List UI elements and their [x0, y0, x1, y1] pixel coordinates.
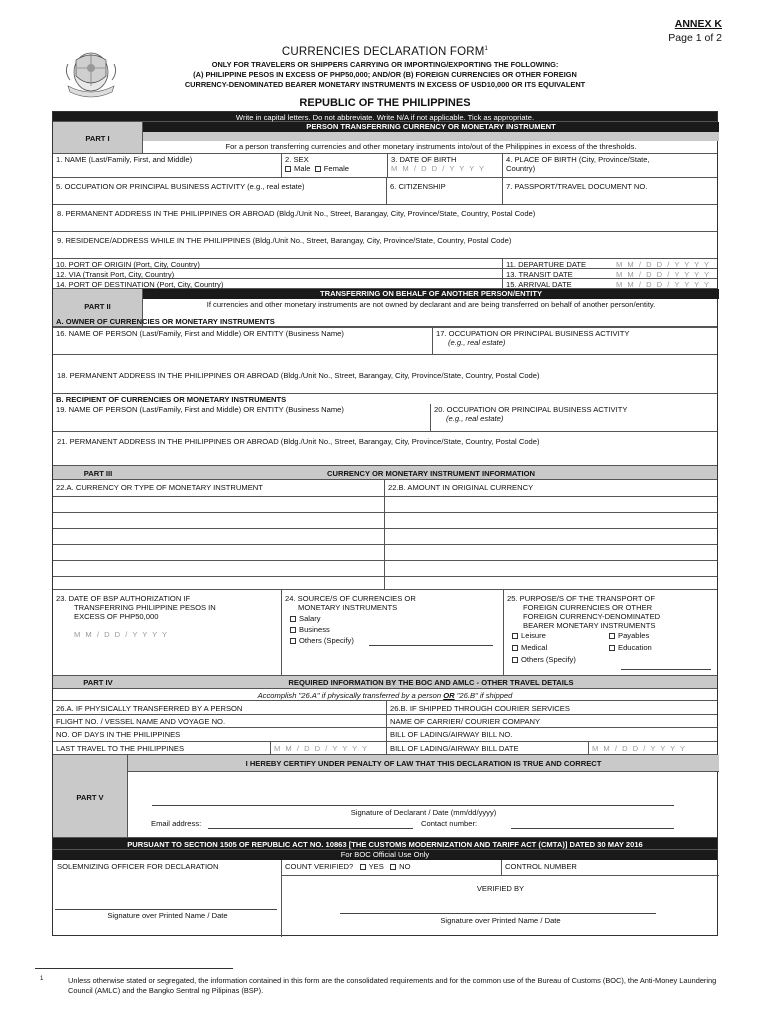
purpose-field: 25. PURPOSE/S OF THE TRANSPORT OF FOREIGN CURRENCIES OR OTHER FOREIGN CURRENCY-DENOMINATED BEARER MONETARY INSTRUMENTS Leisure Payables Medical Education Others (Specify) — [504, 590, 719, 675]
part2-b-title: B. RECIPIENT OF CURRENCIES OR MONETARY INSTRUMENTS — [56, 395, 287, 404]
part2-b-title-row — [53, 394, 717, 404]
part2-title: TRANSFERRING ON BEHALF OF ANOTHER PERSON/ENTITY — [143, 289, 719, 299]
last-travel-label: LAST TRAVEL TO THE PHILIPPINES — [53, 742, 271, 754]
owner-address-field[interactable]: 18. PERMANENT ADDRESS IN THE PHILIPPINES OR ABROAD (Bldg./Unit No., Street, Barangay, City, Province/State, Country, Postal Code) — [53, 355, 717, 394]
email-label: Email address: — [151, 819, 202, 828]
source-others-checkbox[interactable] — [290, 638, 296, 644]
currency-row-2[interactable] — [53, 513, 717, 529]
bsp-authorization-field[interactable]: 23. DATE OF BSP AUTHORIZATION IF TRANSFERRING PHILIPPINE PESOS IN EXCESS OF PHP50,000 M M / D D / Y Y Y Y — [53, 590, 282, 675]
form-header — [125, 46, 645, 90]
port-of-origin-field[interactable]: 10. PORT OF ORIGIN (Port, City, Country) — [53, 259, 503, 268]
signature-label: Signature of Declarant / Date (mm/dd/yyyy) — [350, 808, 497, 817]
declaration-form — [52, 111, 718, 936]
currency-row-4[interactable] — [53, 545, 717, 561]
part4-label: PART IV — [83, 678, 113, 687]
part4-row-1 — [53, 715, 717, 728]
currency-row-1[interactable] — [53, 497, 717, 513]
part2-row-a — [53, 327, 717, 355]
carrier-name-field[interactable]: NAME OF CARRIER/ COURIER COMPANY — [390, 717, 541, 726]
yes-checkbox[interactable] — [360, 864, 366, 870]
dob-field[interactable]: 3. DATE OF BIRTH M M / D D / Y Y Y Y — [388, 154, 503, 177]
part2-desc: If currencies and other monetary instruments are not owned by declarant and are being transferred on behalf of another person/entity. — [206, 300, 656, 309]
part1-header — [53, 122, 717, 154]
port-row-origin — [53, 259, 717, 269]
annex-title: ANNEX K — [674, 18, 722, 30]
part1-row2 — [53, 178, 717, 205]
payables-checkbox[interactable] — [609, 633, 615, 639]
leisure-checkbox[interactable] — [512, 633, 518, 639]
bill-no-field[interactable]: BILL OF LADING/AIRWAY BILL NO. — [390, 730, 513, 739]
currency-row-5[interactable] — [53, 561, 717, 577]
form-subtitle: ONLY FOR TRAVELERS OR SHIPPERS CARRYING OR IMPORTING/EXPORTING THE FOLLOWING: (A) PHILIPPINE PESOS IN EXCESS OF PHP50,000; AND/OR (B) FOREIGN CURRENCIES OR OTHER FOREIGN CURRENCY-DENOMINATED BEARER MONETARY INSTRUMENTS IN EXCESS OF USD10,000 OR ITS EQUIVALENT — [184, 60, 586, 89]
source-field: 24. SOURCE/S OF CURRENCIES OR MONETARY INSTRUMENTS Salary Business Others (Specify) — [282, 590, 504, 675]
recipient-address-field[interactable]: 21. PERMANENT ADDRESS IN THE PHILIPPINES OR ABROAD (Bldg./Unit No., Street, Barangay, City, Province/State, Country, Postal Code) — [53, 432, 717, 466]
permanent-address-field[interactable]: 8. PERMANENT ADDRESS IN THE PHILIPPINES OR ABROAD (Bldg./Unit No., Street, Barangay, City, Province/State, Country, Postal Code) — [53, 205, 717, 232]
currency-row-3[interactable] — [53, 529, 717, 545]
part4-row-titles — [53, 701, 717, 715]
recipient-occupation-field[interactable]: 20. OCCUPATION OR PRINCIPAL BUSINESS ACTIVITY (e.g., real estate) — [434, 405, 628, 423]
footnote-text: Unless otherwise stated or segregated, the information contained in this form are the consolidated requirements and for the common use of the Bureau of Customs (BOC), the Anti-Money Laundering Council (AMLC) and the Bangko Sentral ng Pilipinas (BSP). — [68, 976, 717, 995]
via-field[interactable]: 12. VIA (Transit Port, City, Country) — [53, 269, 503, 278]
boc-use-bar: For BOC Official Use Only — [53, 850, 717, 860]
sex-field: 2. SEX Male Female — [282, 154, 388, 177]
form-title: CURRENCIES DECLARATION FORM$^1$ — [281, 46, 489, 58]
currency-row-6[interactable] — [53, 577, 717, 590]
footnote-number: 1 — [40, 976, 44, 982]
verified-by-label: VERIFIED BY — [476, 884, 525, 893]
solemnizing-officer-box: SOLEMNIZING OFFICER FOR DECLARATION Signature over Printed Name / Date — [53, 860, 282, 937]
owner-name-field[interactable]: 16. NAME OF PERSON (Last/Family, First and Middle) OR ENTITY (Business Name) — [53, 328, 433, 354]
part4-row-2 — [53, 728, 717, 742]
part3-header — [53, 466, 717, 480]
business-checkbox[interactable] — [290, 627, 296, 633]
days-in-ph-field[interactable]: NO. OF DAYS IN THE PHILIPPINES — [53, 728, 387, 741]
medical-checkbox[interactable] — [512, 645, 518, 651]
email-input-line[interactable] — [208, 828, 413, 829]
part5-title: I HEREBY CERTIFY UNDER PENALTY OF LAW THAT THIS DECLARATION IS TRUE AND CORRECT — [128, 755, 719, 772]
contact-label: Contact number: — [421, 819, 478, 828]
part3-label: PART III — [83, 469, 113, 478]
arrival-date-field[interactable]: 15. ARRIVAL DATE M M / D D / Y Y Y Y — [506, 280, 711, 289]
female-checkbox[interactable] — [315, 166, 321, 172]
contact-input-line[interactable] — [511, 828, 674, 829]
bill-date-field[interactable]: M M / D D / Y Y Y Y — [592, 744, 687, 753]
place-of-birth-field[interactable]: 4. PLACE OF BIRTH (City, Province/State, Country) — [506, 155, 650, 173]
residence-address-field[interactable]: 9. RESIDENCE/ADDRESS WHILE IN THE PHILIPPINES (Bldg./Unit No., Street, Barangay, City, Province/State, Country, Postal Code) — [53, 232, 717, 259]
part4-header — [53, 676, 717, 689]
salary-checkbox[interactable] — [290, 616, 296, 622]
departure-date-field[interactable]: 11. DEPARTURE DATE M M / D D / Y Y Y Y — [506, 260, 711, 269]
instructions-bar: Write in capital letters. Do not abbreviate. Write N/A if not applicable. Tick as appropriate. — [53, 112, 717, 122]
part2-header — [53, 289, 717, 327]
owner-occupation-field[interactable]: 17. OCCUPATION OR PRINCIPAL BUSINESS ACTIVITY (e.g., real estate) — [436, 329, 630, 347]
pursuant-bar: PURSUANT TO SECTION 1505 OF REPUBLIC ACT NO. 10863 [THE CUSTOMS MODERNIZATION AND TARIFF ACT (CMTA)] DATED 30 MAY 2016 — [53, 838, 717, 850]
26a-title: 26.A. IF PHYSICALLY TRANSFERRED BY A PERSON — [53, 701, 387, 714]
count-verified-box: COUNT VERIFIED? YES NO — [282, 860, 502, 876]
sig-left-label: Signature over Printed Name / Date — [107, 911, 228, 920]
no-checkbox[interactable] — [390, 864, 396, 870]
part4-note: Accomplish "26.A" if physically transferred by a person OR "26.B" if shipped — [53, 689, 717, 701]
port-row-destination — [53, 279, 717, 289]
philippine-seal-icon — [62, 46, 120, 102]
part5-section — [53, 755, 717, 838]
part1-desc: For a person transferring currencies and other monetary instruments into/out of the Philippines in excess of the thresholds. — [225, 142, 637, 151]
republic-title: REPUBLIC OF THE PHILIPPINES — [299, 97, 471, 109]
currency-type-header: 22.A. CURRENCY OR TYPE OF MONETARY INSTRUMENT — [53, 480, 385, 496]
part3-row-details — [53, 590, 717, 676]
male-checkbox[interactable] — [285, 166, 291, 172]
name-field[interactable]: 1. NAME (Last/Family, First, and Middle) — [53, 154, 282, 177]
annex-label — [668, 18, 722, 44]
recipient-name-field[interactable]: 19. NAME OF PERSON (Last/Family, First and Middle) OR ENTITY (Business Name) — [53, 404, 431, 431]
amount-header: 22.B. AMOUNT IN ORIGINAL CURRENCY — [388, 483, 534, 492]
part3-title: CURRENCY OR MONETARY INSTRUMENT INFORMATION — [327, 469, 535, 478]
sig-right-label: Signature over Printed Name / Date — [440, 916, 561, 925]
port-of-destination-field[interactable]: 14. PORT OF DESTINATION (Port, City, Country) — [53, 279, 503, 288]
part4-title: REQUIRED INFORMATION BY THE BOC AND AMLC - OTHER TRAVEL DETAILS — [288, 678, 574, 687]
purpose-others-checkbox[interactable] — [512, 657, 518, 663]
part1-label: PART I — [53, 122, 143, 153]
part2-row-b — [53, 404, 717, 432]
part2-label: PART II — [53, 289, 143, 326]
citizenship-field[interactable]: 6. CITIZENSHIP — [387, 178, 503, 204]
transit-date-field[interactable]: 13. TRANSIT DATE M M / D D / Y Y Y Y — [506, 270, 711, 279]
port-row-via — [53, 269, 717, 279]
part4-row-3 — [53, 742, 717, 755]
page-number: Page 1 of 2 — [668, 32, 722, 44]
part1-title: PERSON TRANSFERRING CURRENCY OR MONETARY INSTRUMENT — [143, 122, 719, 132]
bill-date-label: BILL OF LADING/AIRWAY BILL DATE — [387, 742, 589, 754]
passport-field[interactable]: 7. PASSPORT/TRAVEL DOCUMENT NO. — [506, 182, 648, 191]
part2-a-title: A. OWNER OF CURRENCIES OR MONETARY INSTRUMENTS — [56, 317, 275, 326]
part5-label: PART V — [53, 755, 128, 837]
control-number-box[interactable]: CONTROL NUMBER — [502, 860, 719, 876]
part1-row1 — [53, 154, 717, 178]
occupation-field[interactable]: 5. OCCUPATION OR PRINCIPAL BUSINESS ACTIVITY (e.g., real estate) — [53, 178, 387, 204]
26b-title: 26.B. IF SHIPPED THROUGH COURIER SERVICES — [390, 704, 570, 713]
last-travel-date-field[interactable]: M M / D D / Y Y Y Y — [271, 742, 387, 754]
part3-col-header — [53, 480, 717, 497]
education-checkbox[interactable] — [609, 645, 615, 651]
flight-no-field[interactable]: FLIGHT NO. / VESSEL NAME AND VOYAGE NO. — [53, 715, 387, 727]
